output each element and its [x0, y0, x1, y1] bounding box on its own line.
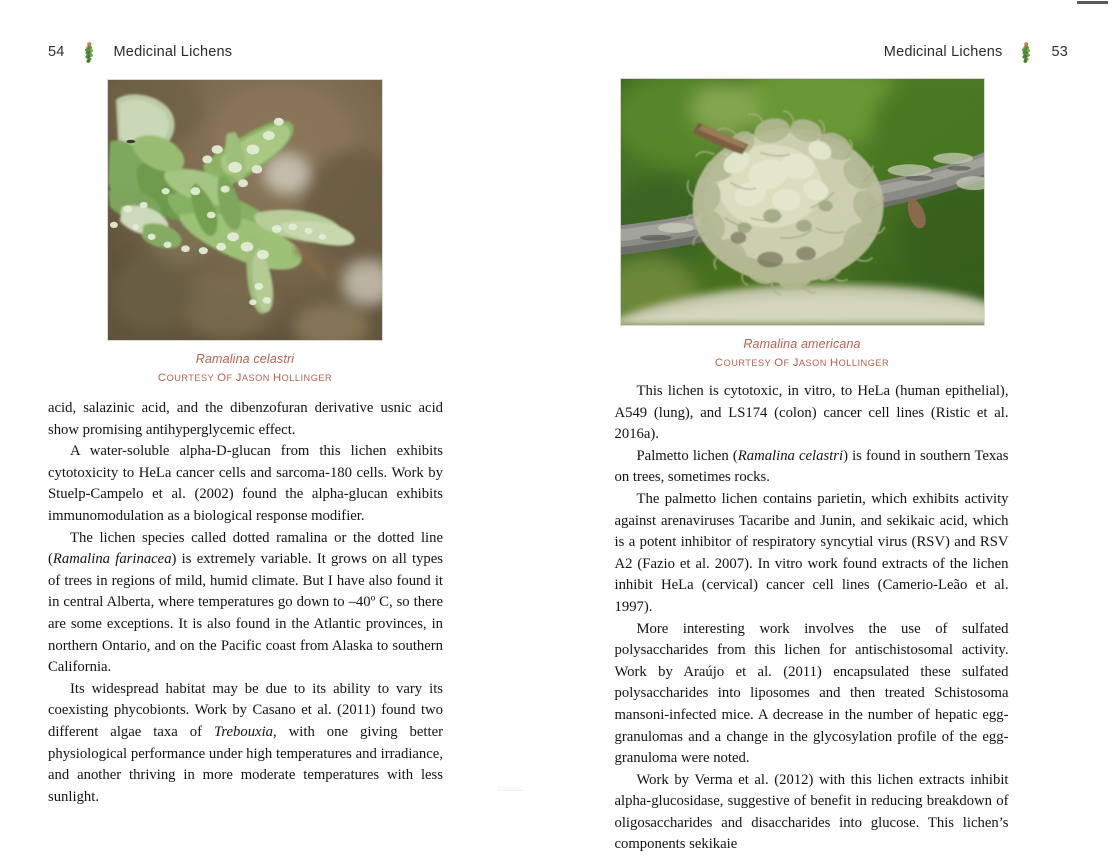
running-head-label-left: Medicinal Lichens [114, 44, 233, 60]
paragraph: This lichen is cytotoxic, in vitro, to HeLa (human epithelial), A549 (lung), and LS174 (colon) cancer cell lines (Ristic et al. 2016a). [615, 381, 1009, 446]
caption-species-right: Ramalina americana [620, 337, 985, 353]
folio-right: 53 [1051, 44, 1068, 60]
lichen-leaf-icon [83, 40, 96, 64]
figure-caption-right [620, 337, 985, 370]
photo-ramalina-celastri [107, 79, 383, 341]
paragraph: A water-soluble alpha-D-glucan from this lichen exhibits cytotoxicity to HeLa cancer cells and sarcoma-180 cells. Work by Stuelp-Campelo et al. (2002) found the alpha-glucan exhibits immunomodulation as a biological response modifier. [48, 441, 443, 527]
running-head-right [884, 41, 1068, 63]
lichen-leaf-icon [1020, 40, 1033, 64]
body-column-left [48, 398, 443, 808]
paragraph: The palmetto lichen contains parietin, which exhibits activity against arenaviruses Tacaribe and Junin, and sekikaic acid, which is a potent inhibitor of respiratory syncytial virus (RSV) and RSV A2 (Fazio et al. 2007). In vitro work found extracts of the lichen inhibit HeLa (cervical) cancer cell lines (Camerio-Leão et al. 1997). [615, 489, 1009, 619]
running-head-left [48, 41, 232, 63]
paragraph: Work by Verma et al. (2012) with this lichen extracts inhibit alpha-glucosidase, suggestive of benefit in reducing breakdown of oligosaccharides and disaccharides into glucose. This lichen’s components sekikaie [615, 770, 1009, 856]
photo-ramalina-americana [620, 78, 985, 326]
paragraph: Palmetto lichen (Ramalina celastri) is found in southern Texas on trees, sometimes rocks. [615, 446, 1009, 489]
running-head-label-right: Medicinal Lichens [884, 44, 1003, 60]
caption-credit-left: COURTESY OF JASON HOLLINGER [107, 371, 383, 385]
paragraph: acid, salazinic acid, and the dibenzofuran derivative usnic acid show promising antihyperglycemic effect. [48, 398, 443, 441]
page-right [558, 0, 1115, 799]
paragraph: The lichen species called dotted ramalina or the dotted line (Ramalina farinacea) is extremely variable. It grows on all types of trees in regions of mild, humid climate. But I have also found it in central Alberta, where temperatures go down to –40º C, so there are some exceptions. It is also found in the Atlantic provinces, in northern Ontario, and on the Pacific coast from Alaska to southern California. [48, 528, 443, 679]
caption-species-left: Ramalina celastri [107, 352, 383, 368]
figure-caption-left [107, 352, 383, 385]
paragraph: More interesting work involves the use of sulfated polysaccharides from this lichen for antischistosomal activity. Work by Araújo et al. (2011) encapsulated these sulfated polysaccharides into liposomes and then treated Schistosoma mansoni-infected mice. A decrease in the number of hepatic egg-granulomas and a change in the glycosylation profile of the egg-granuloma were noted. [615, 619, 1009, 770]
body-column-right [615, 381, 1009, 856]
figure-ramalina-americana [620, 78, 985, 326]
paragraph: Its widespread habitat may be due to its ability to vary its coexisting phycobionts. Work by Casano et al. (2011) found two different algae taxa of Trebouxia, with one giving better physiological performance under high temperatures and irradiance, and another thriving in more moderate temperatures with less sunlight. [48, 679, 443, 809]
folio-left: 54 [48, 44, 65, 60]
caption-credit-right: COURTESY OF JASON HOLLINGER [620, 356, 985, 370]
page-left [0, 0, 558, 799]
figure-ramalina-celastri [107, 79, 383, 341]
